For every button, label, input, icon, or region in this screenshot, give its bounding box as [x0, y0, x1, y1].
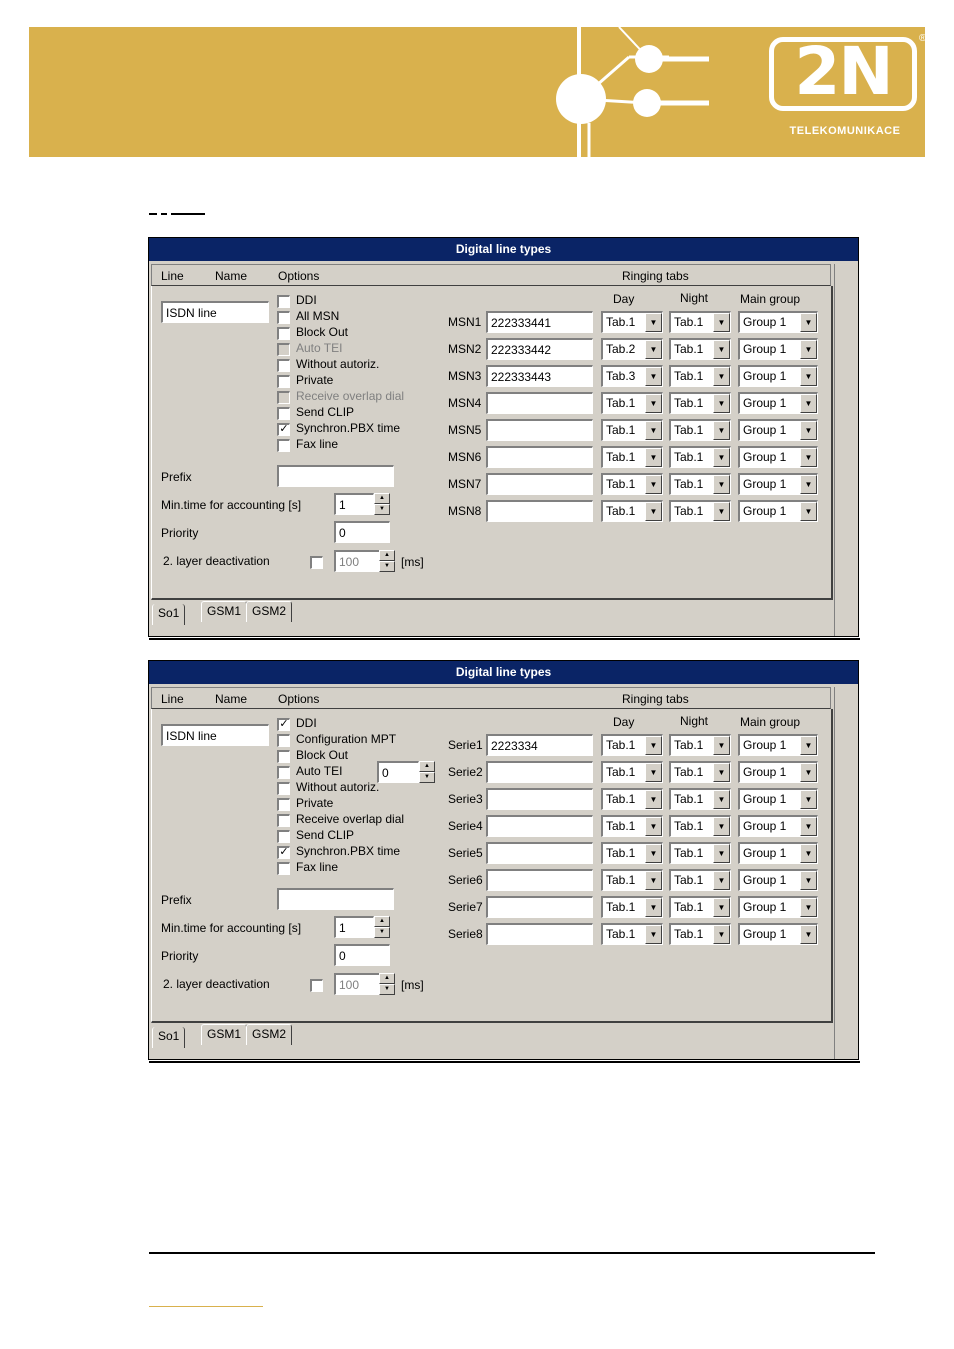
night-select[interactable]: Tab.1 ▼ — [669, 392, 731, 414]
footer-link-underline — [149, 1306, 263, 1307]
chevron-down-icon[interactable]: ▼ — [713, 898, 730, 917]
number-input[interactable]: 2223334 — [486, 734, 593, 756]
chevron-down-icon[interactable]: ▼ — [713, 817, 730, 836]
priority-label: Priority — [161, 526, 199, 540]
chevron-down-icon[interactable]: ▼ — [645, 844, 662, 863]
window-title: Digital line types — [149, 238, 858, 261]
option-checkbox[interactable] — [277, 766, 290, 779]
number-input[interactable] — [486, 500, 593, 522]
chevron-down-icon[interactable]: ▼ — [800, 736, 817, 755]
row-label: Serie6 — [448, 873, 483, 887]
priority-label: Priority — [161, 949, 199, 963]
day-select[interactable]: Tab.1 ▼ — [601, 419, 663, 441]
night-select[interactable]: Tab.1 ▼ — [669, 896, 731, 918]
header-name: Name — [215, 269, 248, 283]
brand-subtitle: TELEKOMUNIKACE — [789, 125, 901, 137]
chevron-down-icon[interactable]: ▼ — [713, 871, 730, 890]
stepper-down-icon[interactable]: ▼ — [419, 772, 435, 783]
night-select[interactable]: Tab.1 ▼ — [669, 500, 731, 522]
tab-gsm1[interactable]: GSM1 — [201, 1024, 247, 1045]
number-input[interactable] — [486, 869, 593, 891]
tab-gsm2[interactable]: GSM2 — [246, 601, 292, 622]
option-label: Send CLIP — [296, 828, 355, 842]
registered-mark: ® — [919, 33, 927, 44]
option-checkbox[interactable] — [277, 830, 290, 843]
day-select[interactable]: Tab.1 ▼ — [601, 311, 663, 333]
night-select[interactable]: Tab.1 ▼ — [669, 365, 731, 387]
stepper-up-icon[interactable]: ▲ — [379, 973, 395, 984]
chevron-down-icon[interactable]: ▼ — [645, 475, 662, 494]
min-time-label: Min.time for accounting [s] — [161, 498, 302, 512]
window-title: Digital line types — [149, 661, 858, 684]
header-day: Day — [613, 715, 635, 729]
chevron-down-icon[interactable]: ▼ — [645, 763, 662, 782]
day-select[interactable]: Tab.1 ▼ — [601, 842, 663, 864]
main-group-select[interactable]: Group 1 ▼ — [738, 365, 818, 387]
chevron-down-icon[interactable]: ▼ — [713, 502, 730, 521]
option-checkbox[interactable]: ✓ — [277, 846, 290, 859]
chevron-down-icon[interactable]: ▼ — [713, 448, 730, 467]
auto-tei-stepper[interactable] — [419, 761, 435, 783]
option-label: Private — [296, 796, 334, 810]
option-checkbox[interactable]: ✓ — [277, 718, 290, 731]
options-panel — [151, 286, 833, 600]
header-main-group: Main group — [740, 292, 801, 306]
row-label: MSN3 — [448, 369, 482, 383]
priority-input[interactable]: 0 — [334, 944, 390, 966]
brand-logo: 2N — [794, 33, 892, 110]
chevron-down-icon[interactable]: ▼ — [800, 421, 817, 440]
row-label: MSN4 — [448, 396, 482, 410]
layer-unit-label: [ms] — [401, 978, 424, 992]
option-checkbox[interactable] — [277, 798, 290, 811]
day-select[interactable]: Tab.1 ▼ — [601, 923, 663, 945]
option-label: DDI — [296, 716, 317, 730]
row-label: MSN6 — [448, 450, 482, 464]
chevron-down-icon[interactable]: ▼ — [800, 871, 817, 890]
prefix-label: Prefix — [161, 893, 192, 907]
main-group-select[interactable]: Group 1 ▼ — [738, 473, 818, 495]
main-group-select[interactable]: Group 1 ▼ — [738, 338, 818, 360]
day-select[interactable]: Tab.1 ▼ — [601, 896, 663, 918]
row-label: MSN1 — [448, 315, 482, 329]
option-checkbox[interactable] — [277, 439, 290, 452]
row-label: Serie8 — [448, 927, 483, 941]
stepper-down-icon[interactable]: ▼ — [374, 927, 390, 938]
chevron-down-icon[interactable]: ▼ — [800, 394, 817, 413]
main-group-select[interactable]: Group 1 ▼ — [738, 734, 818, 756]
option-label: Send CLIP — [296, 405, 355, 419]
chevron-down-icon[interactable]: ▼ — [645, 367, 662, 386]
day-select[interactable]: Tab.1 ▼ — [601, 446, 663, 468]
header-ringing-tabs: Ringing tabs — [622, 692, 689, 706]
chevron-down-icon[interactable]: ▼ — [800, 763, 817, 782]
layer-deactivation-input[interactable]: 100 — [334, 550, 384, 572]
number-input[interactable] — [486, 842, 593, 864]
day-select[interactable]: Tab.1 ▼ — [601, 734, 663, 756]
chevron-down-icon[interactable]: ▼ — [645, 790, 662, 809]
options-panel — [151, 709, 833, 1023]
option-checkbox[interactable] — [277, 782, 290, 795]
option-checkbox[interactable] — [277, 750, 290, 763]
night-select[interactable]: Tab.1 ▼ — [669, 869, 731, 891]
option-label: Block Out — [296, 748, 349, 762]
option-checkbox[interactable] — [277, 359, 290, 372]
chevron-down-icon[interactable]: ▼ — [645, 502, 662, 521]
window-bottom-rule — [149, 638, 860, 640]
day-select[interactable]: Tab.1 ▼ — [601, 761, 663, 783]
chevron-down-icon[interactable]: ▼ — [713, 340, 730, 359]
chevron-down-icon[interactable]: ▼ — [800, 844, 817, 863]
option-label: Auto TEI — [296, 764, 343, 778]
layer-deactivation-label: 2. layer deactivation — [163, 554, 270, 568]
chevron-down-icon[interactable]: ▼ — [800, 502, 817, 521]
option-label: Configuration MPT — [296, 732, 397, 746]
chevron-down-icon[interactable]: ▼ — [645, 394, 662, 413]
day-select[interactable]: Tab.1 ▼ — [601, 815, 663, 837]
option-label: All MSN — [296, 309, 340, 323]
option-label: Synchron.PBX time — [296, 421, 401, 435]
chevron-down-icon[interactable]: ▼ — [713, 763, 730, 782]
window-bottom-rule — [149, 1061, 860, 1063]
day-select[interactable]: Tab.1 ▼ — [601, 788, 663, 810]
chevron-down-icon[interactable]: ▼ — [645, 421, 662, 440]
chevron-down-icon[interactable]: ▼ — [800, 367, 817, 386]
header-options: Options — [278, 269, 320, 283]
option-label: Receive overlap dial — [296, 812, 405, 826]
option-label: Auto TEI — [296, 341, 343, 355]
stepper-down-icon[interactable]: ▼ — [374, 504, 390, 515]
chevron-down-icon[interactable]: ▼ — [713, 736, 730, 755]
tab-gsm1[interactable]: GSM1 — [201, 601, 247, 622]
layer-deactivation-label: 2. layer deactivation — [163, 977, 270, 991]
tab-so1[interactable]: So1 — [152, 1027, 185, 1048]
chevron-down-icon[interactable]: ▼ — [800, 898, 817, 917]
night-select[interactable]: Tab.1 ▼ — [669, 761, 731, 783]
number-input[interactable] — [486, 392, 593, 414]
main-group-select[interactable]: Group 1 ▼ — [738, 842, 818, 864]
chevron-down-icon[interactable]: ▼ — [800, 790, 817, 809]
option-label: Fax line — [296, 437, 339, 451]
stepper-up-icon[interactable]: ▲ — [379, 550, 395, 561]
digital-line-types-window — [148, 237, 859, 637]
option-label: Without autoriz. — [296, 357, 380, 371]
option-checkbox[interactable] — [277, 327, 290, 340]
day-select[interactable]: Tab.1 ▼ — [601, 869, 663, 891]
prefix-input[interactable] — [277, 465, 394, 487]
chevron-down-icon[interactable]: ▼ — [800, 340, 817, 359]
number-input[interactable] — [486, 419, 593, 441]
chevron-down-icon[interactable]: ▼ — [713, 844, 730, 863]
header-line: Line — [161, 269, 184, 283]
auto-tei-input[interactable]: 0 — [377, 761, 419, 783]
section-marker — [149, 203, 205, 215]
chevron-down-icon[interactable]: ▼ — [645, 340, 662, 359]
layer-deactivation-stepper[interactable] — [379, 973, 395, 995]
option-label: Without autoriz. — [296, 780, 380, 794]
chevron-down-icon[interactable]: ▼ — [800, 817, 817, 836]
chevron-down-icon[interactable]: ▼ — [800, 448, 817, 467]
chevron-down-icon[interactable]: ▼ — [645, 448, 662, 467]
option-checkbox[interactable] — [277, 375, 290, 388]
main-group-select[interactable]: Group 1 ▼ — [738, 788, 818, 810]
header-line: Line — [161, 692, 184, 706]
main-group-select[interactable]: Group 1 ▼ — [738, 869, 818, 891]
chevron-down-icon[interactable]: ▼ — [645, 898, 662, 917]
layer-deactivation-checkbox[interactable] — [310, 979, 323, 992]
main-group-select[interactable]: Group 1 ▼ — [738, 500, 818, 522]
stepper-down-icon[interactable]: ▼ — [379, 984, 395, 995]
stepper-up-icon[interactable]: ▲ — [374, 916, 390, 927]
chevron-down-icon[interactable]: ▼ — [713, 475, 730, 494]
option-label: Block Out — [296, 325, 349, 339]
night-select[interactable]: Tab.1 ▼ — [669, 446, 731, 468]
day-select[interactable]: Tab.3 ▼ — [601, 365, 663, 387]
option-checkbox[interactable] — [277, 407, 290, 420]
option-label: Private — [296, 373, 334, 387]
number-input[interactable] — [486, 815, 593, 837]
option-checkbox[interactable] — [277, 295, 290, 308]
header-options: Options — [278, 692, 320, 706]
option-checkbox[interactable] — [277, 734, 290, 747]
window-side-area — [834, 264, 858, 636]
row-label: MSN2 — [448, 342, 482, 356]
night-select[interactable]: Tab.1 ▼ — [669, 815, 731, 837]
day-select[interactable]: Tab.1 ▼ — [601, 473, 663, 495]
stepper-up-icon[interactable]: ▲ — [374, 493, 390, 504]
number-input[interactable] — [486, 473, 593, 495]
chevron-down-icon[interactable]: ▼ — [713, 421, 730, 440]
day-select[interactable]: Tab.2 ▼ — [601, 338, 663, 360]
header-name: Name — [215, 692, 248, 706]
window-side-area — [834, 687, 858, 1059]
option-checkbox[interactable]: ✓ — [277, 423, 290, 436]
min-time-stepper[interactable] — [374, 916, 390, 938]
chevron-down-icon[interactable]: ▼ — [645, 736, 662, 755]
night-select[interactable]: Tab.1 ▼ — [669, 842, 731, 864]
stepper-up-icon[interactable]: ▲ — [419, 761, 435, 772]
chevron-down-icon[interactable]: ▼ — [800, 925, 817, 944]
number-input[interactable]: 222333442 — [486, 338, 593, 360]
tab-so1[interactable]: So1 — [152, 604, 185, 625]
option-checkbox[interactable] — [277, 391, 290, 404]
tab-gsm2[interactable]: GSM2 — [246, 1024, 292, 1045]
layer-deactivation-stepper[interactable] — [379, 550, 395, 572]
chevron-down-icon[interactable]: ▼ — [713, 367, 730, 386]
prefix-input[interactable] — [277, 888, 394, 910]
footer-rule — [149, 1252, 875, 1254]
header-day: Day — [613, 292, 635, 306]
option-checkbox[interactable] — [277, 311, 290, 324]
header-banner — [29, 27, 925, 157]
min-time-label: Min.time for accounting [s] — [161, 921, 302, 935]
day-select[interactable]: Tab.1 ▼ — [601, 392, 663, 414]
night-select[interactable]: Tab.1 ▼ — [669, 788, 731, 810]
chevron-down-icon[interactable]: ▼ — [645, 925, 662, 944]
row-label: MSN8 — [448, 504, 482, 518]
line-name-input[interactable]: ISDN line — [161, 301, 269, 323]
number-input[interactable] — [486, 896, 593, 918]
number-input[interactable] — [486, 923, 593, 945]
option-checkbox[interactable] — [277, 862, 290, 875]
row-label: Serie4 — [448, 819, 483, 833]
chevron-down-icon[interactable]: ▼ — [713, 313, 730, 332]
min-time-input[interactable]: 1 — [334, 916, 374, 938]
row-label: MSN5 — [448, 423, 482, 437]
chevron-down-icon[interactable]: ▼ — [645, 313, 662, 332]
row-label: MSN7 — [448, 477, 482, 491]
stepper-down-icon[interactable]: ▼ — [379, 561, 395, 572]
chevron-down-icon[interactable]: ▼ — [800, 313, 817, 332]
column-header — [151, 687, 831, 709]
digital-line-types-window — [148, 660, 859, 1060]
night-select[interactable]: Tab.1 ▼ — [669, 338, 731, 360]
row-label: Serie2 — [448, 765, 483, 779]
main-group-select[interactable]: Group 1 ▼ — [738, 419, 818, 441]
layer-deactivation-input[interactable]: 100 — [334, 973, 384, 995]
night-select[interactable]: Tab.1 ▼ — [669, 473, 731, 495]
chevron-down-icon[interactable]: ▼ — [645, 871, 662, 890]
option-label: DDI — [296, 293, 317, 307]
main-group-select[interactable]: Group 1 ▼ — [738, 923, 818, 945]
number-input[interactable] — [486, 446, 593, 468]
header-night: Night — [680, 291, 709, 305]
column-header — [151, 264, 831, 286]
night-select[interactable]: Tab.1 ▼ — [669, 923, 731, 945]
main-group-select[interactable]: Group 1 ▼ — [738, 311, 818, 333]
chevron-down-icon[interactable]: ▼ — [645, 817, 662, 836]
option-label: Synchron.PBX time — [296, 844, 401, 858]
layer-unit-label: [ms] — [401, 555, 424, 569]
number-input[interactable]: 222333443 — [486, 365, 593, 387]
row-label: Serie1 — [448, 738, 483, 752]
number-input[interactable] — [486, 761, 593, 783]
main-group-select[interactable]: Group 1 ▼ — [738, 815, 818, 837]
option-checkbox[interactable] — [277, 343, 290, 356]
row-label: Serie3 — [448, 792, 483, 806]
number-input[interactable] — [486, 788, 593, 810]
option-label: Fax line — [296, 860, 339, 874]
header-ringing-tabs: Ringing tabs — [622, 269, 689, 283]
chevron-down-icon[interactable]: ▼ — [713, 790, 730, 809]
priority-input[interactable]: 0 — [334, 521, 390, 543]
main-group-select[interactable]: Group 1 ▼ — [738, 446, 818, 468]
row-label: Serie7 — [448, 900, 483, 914]
main-group-select[interactable]: Group 1 ▼ — [738, 392, 818, 414]
layer-deactivation-checkbox[interactable] — [310, 556, 323, 569]
header-main-group: Main group — [740, 715, 801, 729]
night-select[interactable]: Tab.1 ▼ — [669, 311, 731, 333]
min-time-stepper[interactable] — [374, 493, 390, 515]
option-checkbox[interactable] — [277, 814, 290, 827]
line-name-input[interactable]: ISDN line — [161, 724, 269, 746]
prefix-label: Prefix — [161, 470, 192, 484]
night-select[interactable]: Tab.1 ▼ — [669, 419, 731, 441]
chevron-down-icon[interactable]: ▼ — [713, 925, 730, 944]
min-time-input[interactable]: 1 — [334, 493, 374, 515]
header-night: Night — [680, 714, 709, 728]
chevron-down-icon[interactable]: ▼ — [800, 475, 817, 494]
main-group-select[interactable]: Group 1 ▼ — [738, 896, 818, 918]
number-input[interactable]: 222333441 — [486, 311, 593, 333]
day-select[interactable]: Tab.1 ▼ — [601, 500, 663, 522]
chevron-down-icon[interactable]: ▼ — [713, 394, 730, 413]
option-label: Receive overlap dial — [296, 389, 405, 403]
main-group-select[interactable]: Group 1 ▼ — [738, 761, 818, 783]
row-label: Serie5 — [448, 846, 483, 860]
night-select[interactable]: Tab.1 ▼ — [669, 734, 731, 756]
